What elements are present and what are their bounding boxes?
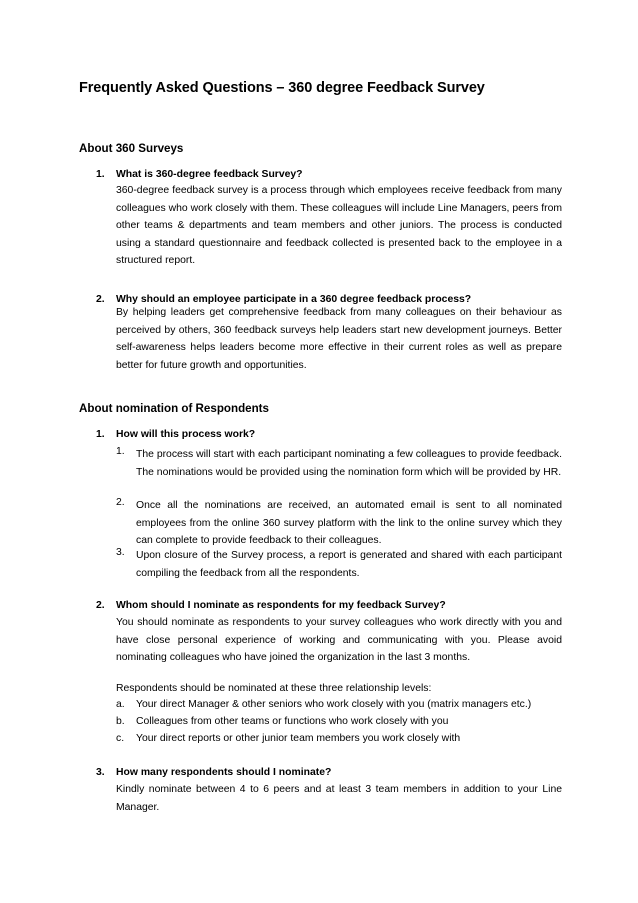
step-text: The process will start with each participant nominating a few colleagues to provide feedback. The nominations would be provided using the nomination form which will be provided by HR. bbox=[136, 449, 562, 478]
step-text: Upon closure of the Survey process, a report is generated and shared with each participant compiling the feedback from all the respondents. bbox=[136, 550, 562, 579]
faq-number: 2. bbox=[96, 600, 105, 611]
level-text: Colleagues from other teams or functions who work closely with you bbox=[136, 716, 449, 727]
faq-answer: Kindly nominate between 4 to 6 peers and at least 3 team members in addition to your Line Manager. bbox=[116, 784, 562, 813]
faq-answer: You should nominate as respondents to your survey colleagues who work directly with you and have close personal experience of working and communicating with you. Please avoid nominating colleagues who have joined the organization in the last 3 months. bbox=[116, 617, 562, 664]
faq-number: 2. bbox=[96, 294, 105, 305]
step-number: 3. bbox=[116, 547, 125, 558]
faq-answer: By helping leaders get comprehensive feedback from many colleagues on their behaviour as perceived by others, 360 feedback surveys help leaders start new development journeys. Better self-awareness helps leaders become more effective in their current roles as well as prepare better for future growth and opportunities. bbox=[116, 307, 562, 371]
section-heading-about-360: About 360 Surveys bbox=[79, 142, 184, 155]
level-letter: c. bbox=[116, 733, 125, 744]
level-text: Your direct Manager & other seniors who work closely with you (matrix managers etc.) bbox=[136, 699, 532, 710]
step-number: 1. bbox=[116, 446, 125, 457]
step-text: Once all the nominations are received, an automated email is sent to all nominated employees from the online 360 survey platform with the link to the online survey which they can complete to provide feedback to their colleagues. bbox=[136, 500, 562, 547]
faq-question: How many respondents should I nominate? bbox=[116, 767, 332, 778]
page-title: Frequently Asked Questions – 360 degree Feedback Survey bbox=[79, 80, 485, 96]
level-text: Your direct reports or other junior team members you work closely with bbox=[136, 733, 461, 744]
level-letter: a. bbox=[116, 699, 125, 710]
faq-question: Why should an employee participate in a 360 degree feedback process? bbox=[116, 294, 472, 305]
levels-intro: Respondents should be nominated at these three relationship levels: bbox=[116, 683, 432, 694]
faq-number: 3. bbox=[96, 767, 105, 778]
faq-question: Whom should I nominate as respondents for my feedback Survey? bbox=[116, 600, 446, 611]
faq-answer: 360-degree feedback survey is a process through which employees receive feedback from many colleagues who work closely with them. These colleagues will include Line Managers, peers from other teams & departments and team members and other juniors. The process is conducted using a standard questionnaire and feedback collected is presented back to the employee in a structured report. bbox=[116, 185, 562, 267]
faq-question: How will this process work? bbox=[116, 429, 256, 440]
step-number: 2. bbox=[116, 497, 125, 508]
section-heading-nomination: About nomination of Respondents bbox=[79, 402, 269, 415]
faq-question: What is 360-degree feedback Survey? bbox=[116, 169, 303, 180]
level-letter: b. bbox=[116, 716, 125, 727]
faq-number: 1. bbox=[96, 169, 105, 180]
faq-number: 1. bbox=[96, 429, 105, 440]
